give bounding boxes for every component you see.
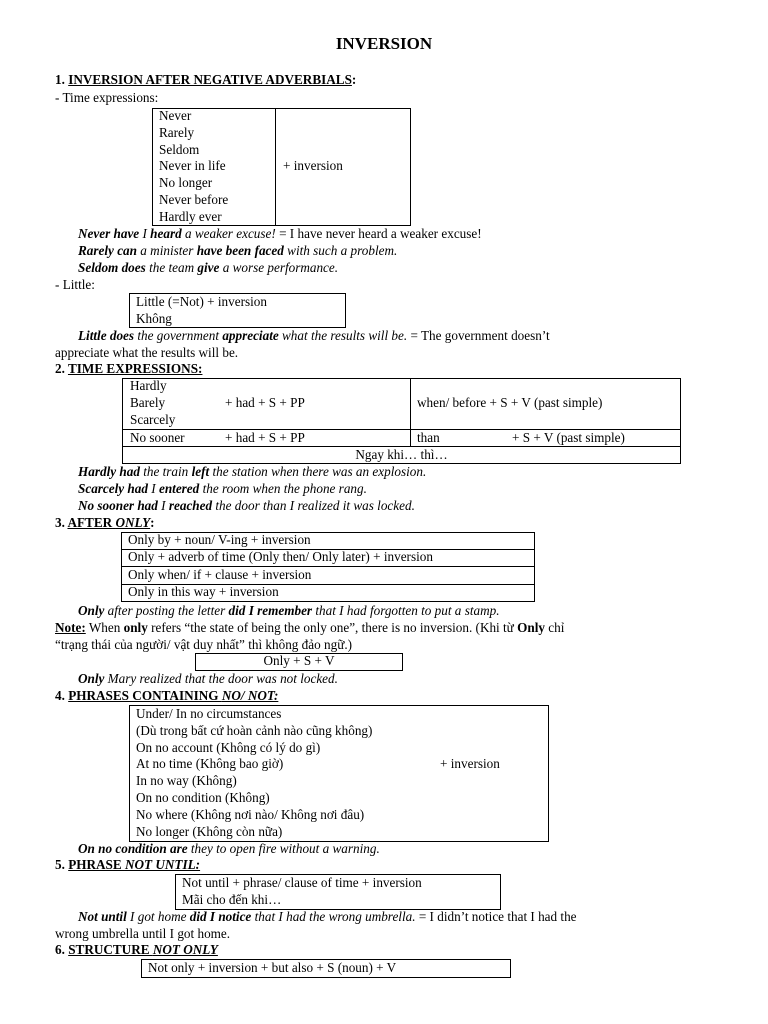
adverbial-item: Never in life bbox=[159, 158, 226, 174]
no-not-list: Under/ In no circumstances (Dù trong bất cứ hoàn cảnh nào cũng không) On no account (Không có lý do gì) At no time (Không bao giờ) In no way (Không) On no condition (Không) No where (Không nơi nào/ Không nơi đâu) No longer (Không còn nữa) bbox=[136, 706, 373, 839]
adverbial-list bbox=[159, 108, 228, 226]
example-seldom: Seldom does the team give a worse performance. bbox=[78, 260, 339, 275]
example-rarely: Rarely can a minister have been faced with such a problem. bbox=[78, 243, 398, 258]
only-sv-text: Only + S + V bbox=[263, 653, 335, 668]
not-only-text: Not only + inversion + but also + S (noun) + V bbox=[148, 960, 397, 975]
only-row: Only + adverb of time (Only then/ Only later) + inversion bbox=[128, 549, 433, 564]
table-col-line bbox=[410, 378, 411, 446]
row1-middle: + had + S + PP bbox=[225, 395, 305, 410]
example-no-sooner: No sooner had I reached the door than I realized it was locked. bbox=[78, 498, 415, 513]
table-divider bbox=[275, 108, 276, 226]
section-3-heading: 3. AFTER ONLY: bbox=[55, 515, 155, 530]
only-row: Only by + noun/ V-ing + inversion bbox=[128, 532, 311, 547]
little-rule: Little (=Not) + inversion bbox=[136, 294, 267, 309]
example-only-mary: Only Mary realized that the door was not locked. bbox=[78, 671, 338, 686]
little-label: - Little: bbox=[55, 277, 95, 292]
example-hardly: Hardly had the train left the station when there was an explosion. bbox=[78, 464, 427, 479]
little-box-text bbox=[136, 294, 267, 328]
section-4-heading: 4. PHRASES CONTAINING NO/ NOT: bbox=[55, 688, 279, 703]
heading-number: 1. bbox=[55, 72, 69, 87]
table-right-cell: + inversion bbox=[283, 158, 343, 173]
time-expressions-label: - Time expressions: bbox=[55, 90, 159, 105]
example-on-no-condition: On no condition are they to open fire without a warning. bbox=[78, 841, 380, 856]
not-until-text: Not until + phrase/ clause of time + inversion Mãi cho đến khi… bbox=[182, 875, 422, 907]
hardly-list: Hardly Barely Scarcely bbox=[130, 378, 176, 427]
example-never: Never have I heard a weaker excuse! = I have never heard a weaker excuse! bbox=[78, 226, 482, 241]
example-only: Only after posting the letter did I remember that I had forgotten to put a stamp. bbox=[78, 603, 500, 618]
row3-meaning: Ngay khi… thì… bbox=[355, 447, 448, 462]
adverbial-item: Never bbox=[159, 108, 192, 123]
adverbial-item: Rarely bbox=[159, 124, 195, 140]
no-not-right: + inversion bbox=[440, 756, 500, 771]
section-2-heading: 2. TIME EXPRESSIONS: bbox=[55, 361, 203, 376]
row2-left: No sooner bbox=[130, 430, 185, 445]
example-not-until-cont: wrong umbrella until I got home. bbox=[55, 926, 231, 941]
example-scarcely: Scarcely had I entered the room when the phone rang. bbox=[78, 481, 367, 496]
section-1-heading bbox=[55, 72, 356, 89]
only-row: Only in this way + inversion bbox=[128, 584, 279, 599]
heading-colon: : bbox=[351, 72, 357, 87]
section-5-heading: 5. PHRASE NOT UNTIL: bbox=[55, 857, 201, 872]
row1-right: when/ before + S + V (past simple) bbox=[417, 395, 603, 410]
row2-right-than: than bbox=[417, 430, 440, 445]
row2-middle: + had + S + PP bbox=[225, 430, 305, 445]
page-title: INVERSION bbox=[335, 34, 433, 53]
heading-text: INVERSION AFTER NEGATIVE ADVERBIALS bbox=[68, 72, 352, 87]
row2-right-clause: + S + V (past simple) bbox=[512, 430, 625, 445]
example-not-until: Not until I got home did I notice that I had the wrong umbrella. = I didn’t notice that I had the bbox=[78, 909, 577, 924]
adverbial-item: Hardly ever bbox=[159, 208, 222, 224]
adverbial-item: Seldom bbox=[159, 141, 200, 157]
little-meaning: Không bbox=[136, 310, 172, 326]
example-little: Little does the government appreciate what the results will be. = The government doesn’t bbox=[78, 328, 550, 343]
adverbial-item: Never before bbox=[159, 191, 229, 207]
note-line: Note: When only refers “the state of being the only one”, there is no inversion. (Khi từ Only chỉ bbox=[55, 620, 565, 635]
section-6-heading: 6. STRUCTURE NOT ONLY bbox=[55, 942, 218, 957]
note-line-cont: “trạng thái của người/ vật duy nhất” thì không đảo ngữ.) bbox=[55, 637, 353, 652]
example-little-cont: appreciate what the results will be. bbox=[55, 345, 239, 360]
only-row: Only when/ if + clause + inversion bbox=[128, 567, 312, 582]
adverbial-item: No longer bbox=[159, 175, 213, 191]
